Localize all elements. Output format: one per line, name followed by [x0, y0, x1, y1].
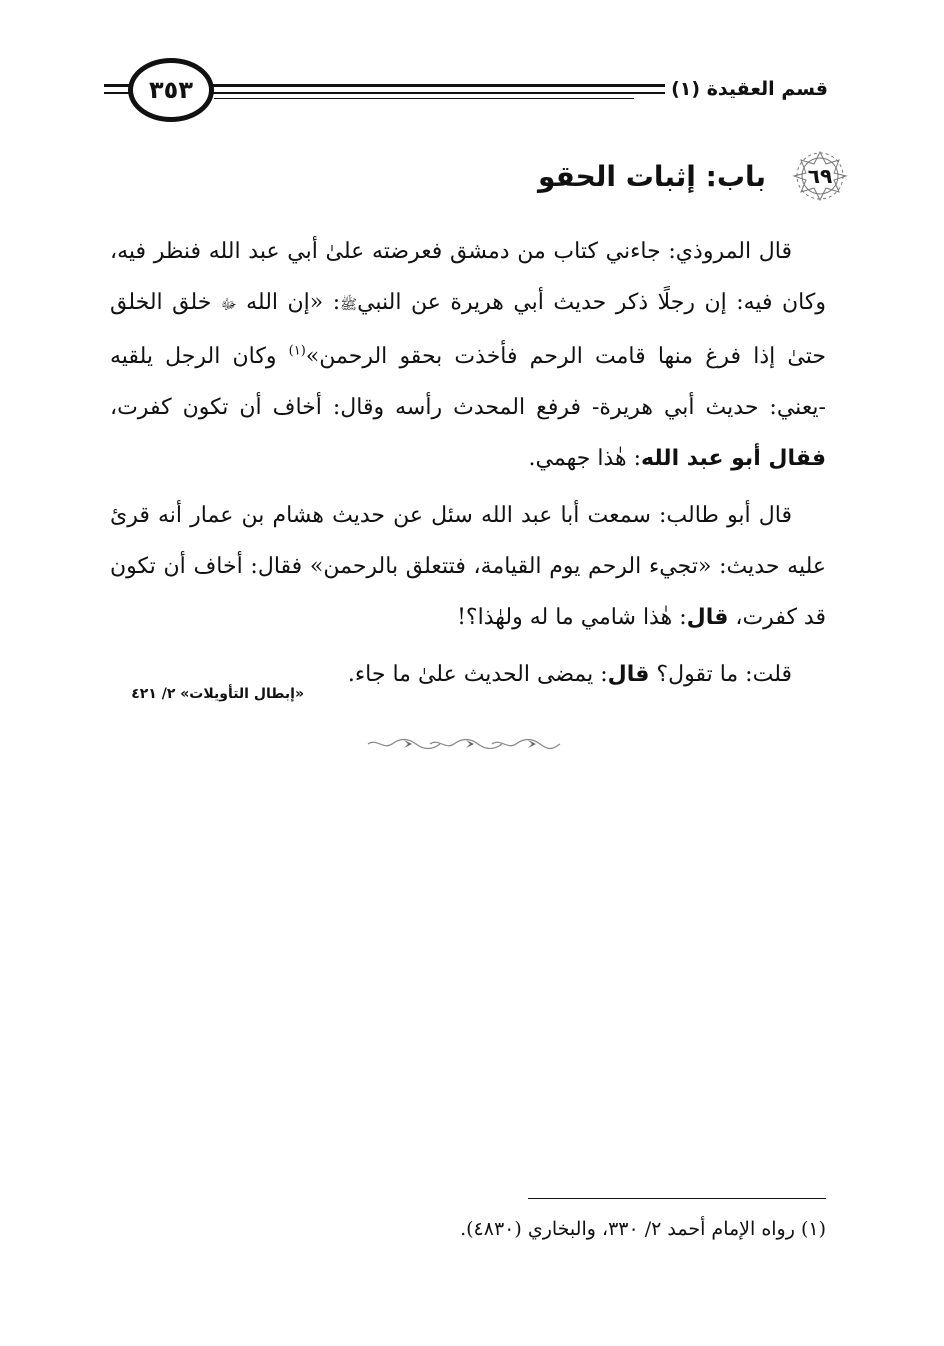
- running-header: قسم العقيدة (١): [665, 78, 834, 100]
- main-text: [110, 226, 826, 700]
- p1-bold-speaker: فقال أبو عبد الله: [640, 446, 826, 471]
- p3-text-a: قلت: ما تقول؟: [656, 662, 792, 687]
- p1-text-d: وكان الرجل يلقيه -يعني: حديث أبي هريرة- فرفع المحدث رأسه وقال: أخاف أن تكون كفرت،: [110, 344, 826, 420]
- p3-bold-speaker: قال: [607, 662, 650, 687]
- section-divider-ornament-icon: [366, 736, 562, 752]
- p1-text-b: : «إن الله: [246, 290, 341, 315]
- p2-bold-speaker: قال: [686, 605, 729, 630]
- paragraph-1: [110, 226, 826, 484]
- p3-text-b: : يمضى الحديث علىٰ ما جاء.: [347, 662, 608, 687]
- p2-text-a: قال أبو طالب: سمعت أبا عبد الله سئل عن حديث هشام بن عمار أنه قرئ عليه حديث: «تجيء الرحم يوم القيامة، فتتعلق بالرحمن» فقال: أخاف أن تكون قد كفرت،: [110, 503, 826, 630]
- page-number: [128, 58, 214, 122]
- footnote-1: (١) رواه الإمام أحمد ٢/ ٣٣٠، والبخاري (٤٨٣٠).: [460, 1218, 826, 1240]
- p1-text-e: : هٰذا جهمي.: [528, 446, 641, 471]
- p2-text-b: : هٰذا شامي ما له ولهٰذا؟!: [457, 605, 687, 630]
- page-number-text: ٣٥٣: [149, 76, 193, 104]
- p1-text-c: خلق الخلق حتىٰ إذا فرغ منها قامت الرحم فأخذت بحقو الرحمن»: [110, 290, 826, 369]
- honorific-god: ﷻ: [220, 297, 237, 313]
- chapter-title: باب: إثبات الحقو: [537, 159, 766, 193]
- source-citation: «إبطال التأويلات» ٢/ ٤٢١: [131, 686, 304, 702]
- paragraph-2: [110, 490, 826, 643]
- honorific-prophet: ﷺ: [340, 297, 358, 313]
- header-rule-thin: [214, 98, 634, 99]
- footnote-separator: [528, 1198, 826, 1199]
- p1-text-a: قال المروذي: جاءني كتاب من دمشق فعرضته علىٰ أبي عبد الله فنظر فيه، وكان فيه: إن رجلًا ذكر حديث أبي هريرة عن النبي: [110, 239, 826, 315]
- chapter-heading: [88, 150, 848, 202]
- chapter-number-badge: [792, 150, 848, 202]
- footnote-ref-1[interactable]: (١): [288, 343, 306, 359]
- chapter-number: ٦٩: [807, 164, 833, 188]
